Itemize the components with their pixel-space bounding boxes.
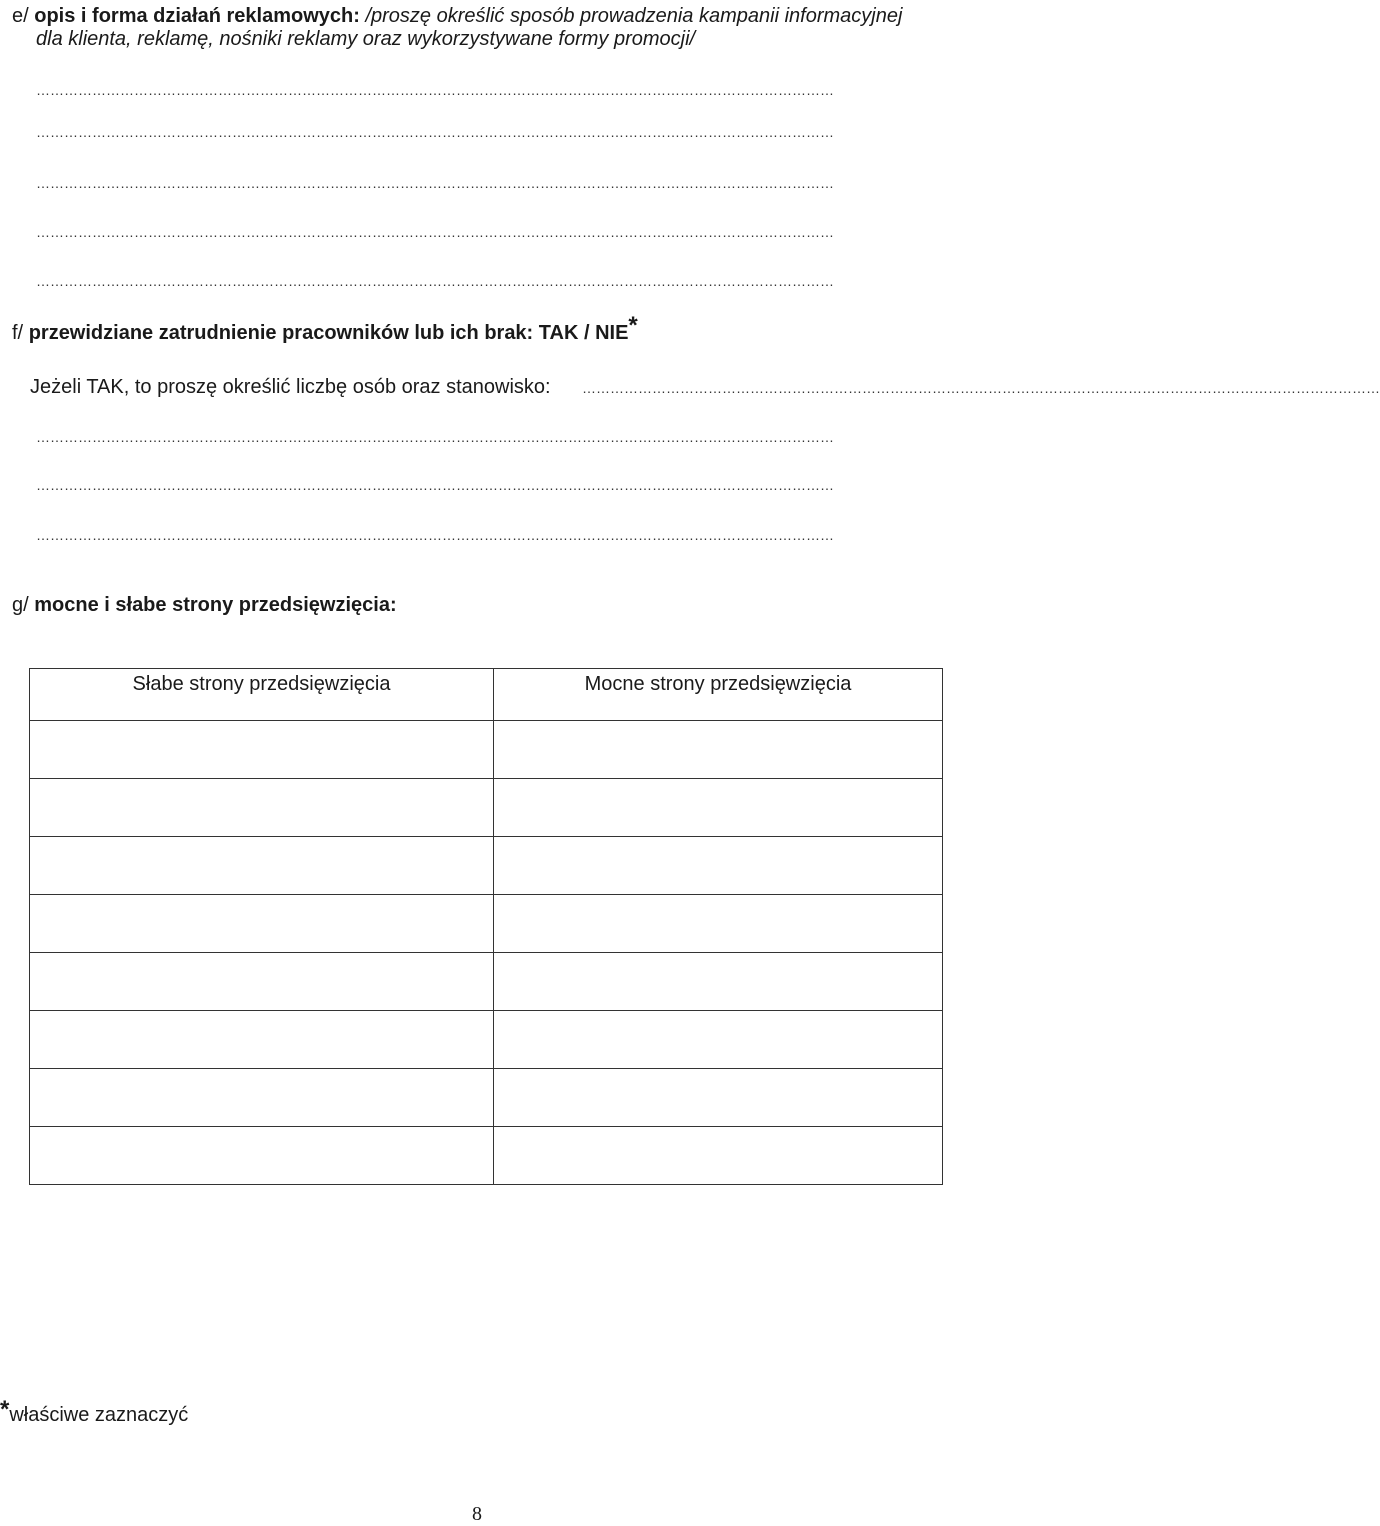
table-row [30, 953, 943, 1011]
section-f-label: f/ [12, 322, 24, 344]
fill-line-e4[interactable]: ……………………………………………………………………………………………………………………………………………………… [36, 224, 834, 240]
fill-line-e1[interactable]: ……………………………………………………………………………………………………………………………………………………… [36, 82, 834, 98]
fill-line-f3[interactable]: ……………………………………………………………………………………………………………………………………………………… [36, 527, 834, 543]
strength-cell[interactable] [494, 721, 943, 779]
weakness-cell[interactable] [30, 837, 494, 895]
fill-line-e2[interactable]: ……………………………………………………………………………………………………………………………………………………… [36, 124, 834, 140]
table-row [30, 895, 943, 953]
section-f-heading: przewidziane zatrudnienie pracowników lub ich brak: [28, 322, 534, 344]
strength-cell[interactable] [494, 779, 943, 837]
strength-cell[interactable] [494, 837, 943, 895]
weakness-cell[interactable] [30, 895, 494, 953]
section-e-instruction-2: dla klienta, reklamę, nośniki reklamy oraz wykorzystywane formy promocji/ [36, 28, 696, 50]
weakness-cell[interactable] [30, 779, 494, 837]
page-number: 8 [472, 1503, 482, 1525]
strength-cell[interactable] [494, 1011, 943, 1069]
fill-line-f2[interactable]: ……………………………………………………………………………………………………………………………………………………… [36, 477, 834, 493]
section-g-heading-line [12, 593, 397, 617]
weakness-cell[interactable] [30, 721, 494, 779]
table-row [30, 1127, 943, 1185]
weakness-cell[interactable] [30, 1069, 494, 1127]
section-g-label: g/ [12, 594, 29, 616]
weakness-cell[interactable] [30, 1011, 494, 1069]
header-strengths: Mocne strony przedsięwzięcia [494, 669, 943, 721]
footnote-text: właściwe zaznaczyć [9, 1404, 189, 1426]
section-e-label: e/ [12, 5, 29, 27]
fill-line-e3[interactable]: ……………………………………………………………………………………………………………………………………………………… [36, 175, 834, 191]
strength-cell[interactable] [494, 1069, 943, 1127]
section-f-options[interactable]: TAK / NIE [538, 322, 629, 344]
fill-line-f1[interactable]: ……………………………………………………………………………………………………………………………………………………… [36, 429, 834, 445]
strength-cell[interactable] [494, 953, 943, 1011]
table-row [30, 721, 943, 779]
footnote-asterisk: * [0, 1396, 10, 1423]
section-e-heading: opis i forma działań reklamowych: [34, 5, 360, 27]
section-e-instruction-1: /proszę określić sposób prowadzenia kampanii informacyjnej [365, 5, 903, 27]
table-header-row [30, 669, 943, 721]
weakness-cell[interactable] [30, 1127, 494, 1185]
fill-line-e5[interactable]: ……………………………………………………………………………………………………………………………………………………… [36, 273, 834, 289]
section-g-heading: mocne i słabe strony przedsięwzięcia: [34, 594, 397, 616]
table-row [30, 837, 943, 895]
table-row [30, 1069, 943, 1127]
strengths-weaknesses-table [29, 668, 943, 1185]
section-f-followup: Jeżeli TAK, to proszę określić liczbę osób oraz stanowisko: [30, 376, 551, 398]
fill-line-f0[interactable]: ……………………………………………………………………………………………………………………………………………………… [582, 380, 1380, 396]
table-row [30, 1011, 943, 1069]
weakness-cell[interactable] [30, 953, 494, 1011]
strength-cell[interactable] [494, 895, 943, 953]
section-f-asterisk: * [628, 312, 638, 339]
section-e-heading-line [12, 4, 902, 28]
section-f-heading-line [12, 312, 638, 345]
table-row [30, 779, 943, 837]
footnote [0, 1396, 189, 1427]
header-weaknesses: Słabe strony przedsięwzięcia [30, 669, 494, 721]
strength-cell[interactable] [494, 1127, 943, 1185]
